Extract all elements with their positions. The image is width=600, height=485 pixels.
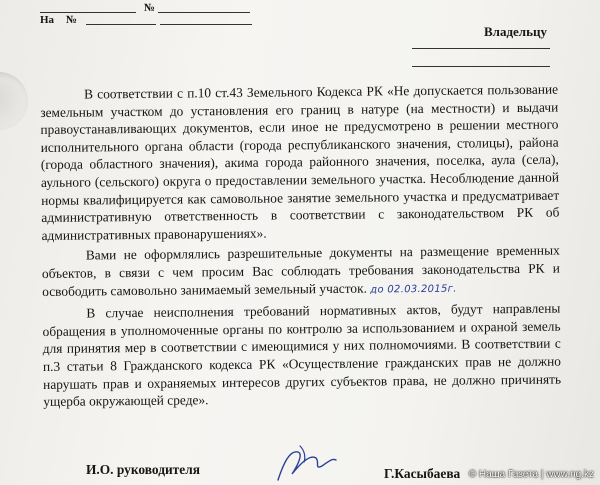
outgoing-number-label: №	[144, 2, 156, 14]
letter-body	[40, 81, 561, 414]
paragraph-demand	[42, 242, 561, 302]
signature-scribble	[270, 440, 340, 485]
signatory-role: И.О. руководителя	[86, 462, 200, 477]
reference-number-label: №	[66, 14, 78, 26]
handwritten-deadline: до 02.03.2015г.	[370, 283, 457, 296]
source-watermark: © Наша Газета | www.ng.kz	[468, 469, 594, 480]
reference-date-line	[86, 24, 156, 25]
signatory-name: Г.Касыбаева	[384, 466, 461, 481]
demand-text: Вами не оформлялись разрешительные документы на размещение временных объектов, в связи с чем просим Вас соблюдать требования законодательства РК и освободить самовольно занимаемый земельный участок.	[41, 242, 561, 299]
addressee: Владельцу	[484, 24, 547, 39]
addressee-line-1	[412, 48, 550, 49]
outgoing-date-line	[40, 12, 136, 13]
punch-hole	[0, 72, 28, 130]
paragraph-consequences: В случае неисполнения требований нормативных актов, будут направлены обращения в уполномоченные органы по контролю за использованием и охраной земель для принятия мер в соответствии с имеющимися у них полномочиями. В соответствии с п.3 статьи 8 Гражданского кодекса РК «Осуществление гражданских прав не должно нарушать прав и охраняемых интересов других субъектов права, не должно причинять ущерба окружающей среде».	[42, 300, 562, 410]
paragraph-legal-basis: В соответствии с п.10 ст.43 Земельного Кодекса РК «Не допускается пользование земельным участком до установления его границ в натуре (на местности) и выдачи правоустанавливающих документов, если иное не предусмотрено в решении местного исполнительного органа области (города республиканского значения, столицы), района (города областного значения), акима города районного значения, поселка, аула (села), аульного (сельского) округа о предоставлении земельного участка. Несоблюдение данной нормы квалифицируется как самовольное занятие земельного участка и предусматривает административную ответственность в соответствии с законодательством РК об административных правонарушениях».	[40, 81, 560, 243]
outgoing-number-line	[158, 12, 250, 13]
addressee-line-2	[412, 66, 550, 67]
reference-number-line	[160, 24, 252, 25]
reference-label: На	[40, 14, 55, 26]
